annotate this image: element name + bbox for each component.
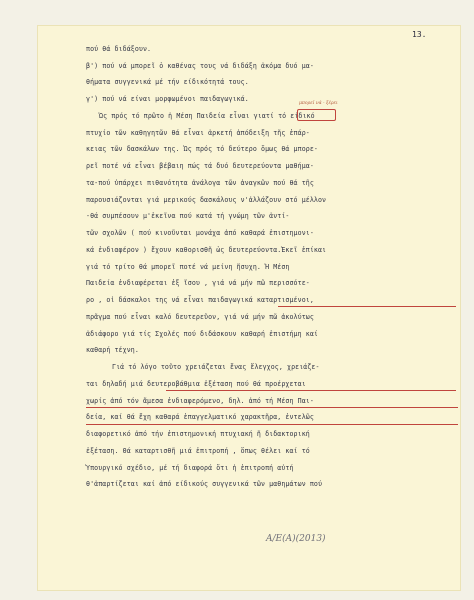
text-line-18: ἀδιάφορο γιά τίς Σχολές πού διδάσκουν καθαρή ἐπιστήμη καί	[86, 330, 318, 338]
page-number: 13.	[412, 30, 427, 39]
text-line-9: τα-πού ὑπάρχει πιθανότητα ἀνάλογα τῶν ἀναγκῶν πού θά τῆς	[86, 179, 314, 187]
correction-box	[297, 109, 336, 121]
text-line-6: πτυχίο τῶν καθηγητῶν θά εἶναι ἀρκετή ἀπόδειξη τῆς ἐπάρ-	[86, 129, 310, 137]
text-line-12: τῶν σχολῶν ( πού κινοῦνται μονάχα ἀπό καθαρά ἐπιστημονι-	[86, 229, 314, 237]
text-line-20: Γιά τό λόγο τοῦτο χρειάζεται ἕνας ἔλεγχος, χρειάζε-	[112, 363, 320, 371]
text-line-11: -θά συμπέσουν μ'ἐκεῖνα πού κατά τή γνώμη τῶν ἀντί-	[86, 212, 290, 220]
text-line-24: διαφορετικό ἀπό τήν ἐπιστημονική πτυχιακή ἤ διδακτορική	[86, 430, 310, 438]
text-line-7: κειας τῶν δασκάλων της. Ὡς πρός τό δεύτερο ὅμως θά μπορε-	[86, 145, 318, 153]
text-line-1: πού θά διδάξουν.	[86, 45, 152, 53]
text-line-23: δεία, καί θά ἔχη καθαρά ἐπαγγελματικό χαρακτῆρα, ἐντελῶς	[86, 413, 314, 421]
text-line-17: πρᾶγμα πού εἶναι καλό δευτερεῦον, γιά νά μήν πῶ ἀκολύτως	[86, 313, 314, 321]
underline-mark	[86, 424, 458, 425]
text-line-13: κά ἐνδιαφέρον ) ἔχουν καθορισθῆ ὡς δευτερεύοντα.Ἐκεῖ ἐπίκαι	[86, 246, 327, 254]
text-line-21: ται δηλαδή μιά δευτεροβάθμια ἐξέταση πού θά προέρχεται	[86, 380, 306, 388]
text-line-26: Ὑπουργικό σχέδιο, μέ τή διαφορά ὅτι ἡ ἐπιτροπή αὐτή	[86, 464, 294, 472]
handwritten-annotation: μπορεῖ νά - ξέρει	[299, 101, 338, 106]
underline-mark	[86, 407, 458, 408]
text-line-27: θ'ἀπαρτίζεται καί ἀπό είδικούς συγγενικά τῶν μαθημάτων πού	[86, 480, 323, 488]
text-line-10: παρουσιάζονται γιά μερικούς δασκάλους ν'ἀλλάζουν στό μέλλον	[86, 196, 327, 204]
underline-mark	[278, 306, 456, 307]
text-line-3: θήματα συγγενικά μέ τήν είδικότητά τους.	[86, 78, 249, 86]
text-line-15: Παιδεία ἐνδιαφέρεται ἐξ ἴσου , γιά νά μήν πῶ περισσότε-	[86, 279, 310, 287]
text-line-22: χωρίς ἀπό τόν ἄμεσα ἐνδιαφερόμενο, δηλ. ἀπό τή Μέση Παι-	[86, 397, 314, 405]
underline-mark	[166, 390, 456, 391]
document-page	[38, 26, 460, 590]
text-line-16: ρο , οἱ δάσκαλοι της νά εἶναι παιδαγωγικά καταρτισμένοι,	[86, 296, 314, 304]
text-line-25: ἐξέταση. Θά καταρτισθῆ μιά ἐπιτροπή , ὅπως θέλει καί τό	[86, 447, 310, 455]
text-line-8: ρεῖ ποτέ νά εἶναι βέβαιη πώς τά δυό δευτερεύοντα μαθήμα-	[86, 162, 314, 170]
text-line-5: Ὡς πρός τό πρῶτο ἡ Μέση Παιδεία εἶναι γιατί τό είδικό	[99, 112, 315, 120]
text-line-14: γιά τό τρίτο θά μπορεῖ ποτέ νά μείνη ἥσυχη. Ἡ Μέση	[86, 263, 290, 271]
text-line-2: β') πού νά μπορεῖ ὁ καθένας τους νά διδάξη ἀκόμα δυό μα-	[86, 62, 314, 70]
archive-mark: Α/Ε(Α)(2013)	[266, 534, 326, 544]
text-line-4: γ') πού νά είναι μορφωμένοι παιδαγωγικά.	[86, 95, 249, 103]
text-line-19: καθαρή τέχνη.	[86, 346, 139, 354]
